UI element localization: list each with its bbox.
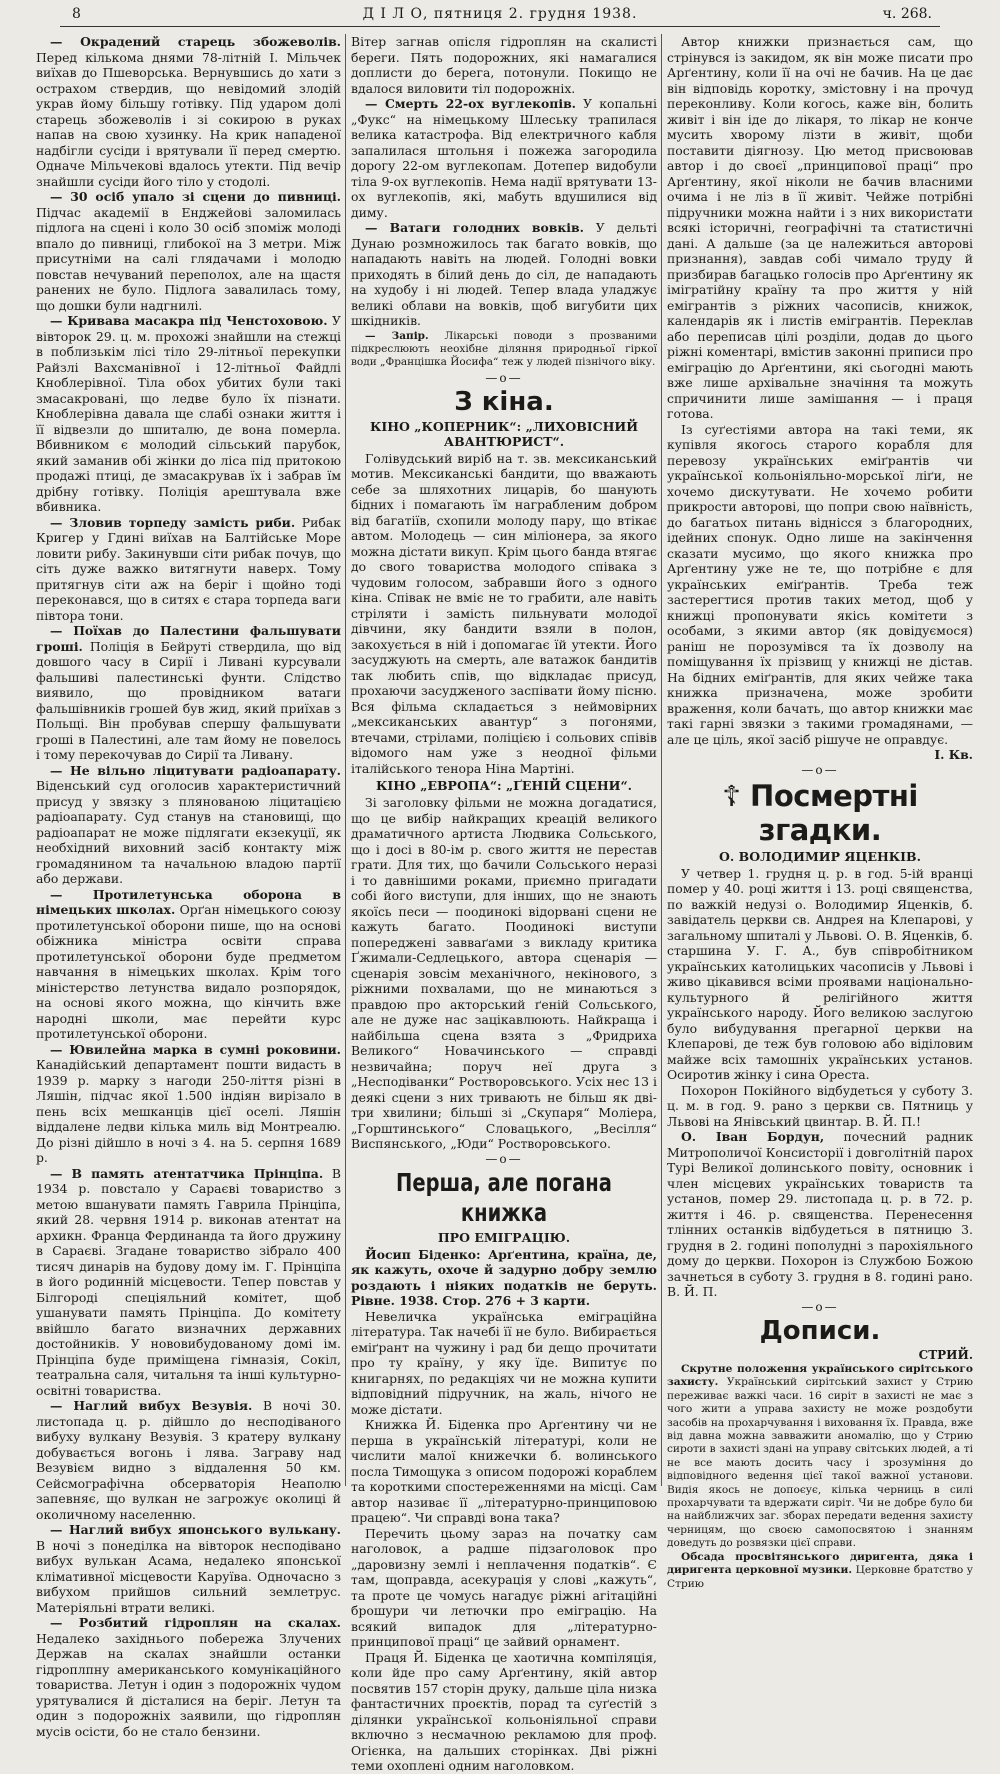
separator: —o— xyxy=(485,1151,523,1166)
column-3 xyxy=(667,34,973,1590)
book-review-title: Перша, але погана книжка xyxy=(396,1167,612,1227)
news-item: — Кривава масакра під Ченстоховою. У вівторок 29. ц. м. прохожі знайшли на стежці в поблизькім лісі тіло 29-літньої перекупки Райзлі Вахсманівної і 12-літньої Файдлі Кноблерівної. Тіла обох убитих були такі змасакровані, що ледве було їх пізнати. Кноблерівна давала ще слабі ознаки життя і її відвезли до шпиталю, де вона померла. Вбивником є молодий сільський парубок, який заманив обі жінки до ліса під притокою продажі птиці, де змасакрував їх і забрав їм дрібну готівку. Поліція арештувала вже вбивника. xyxy=(36,313,341,514)
obituary-funeral: Похорон Покійного відбудеться у суботу 3. ц. м. в год. 9. рано з церкви св. Пятниць у Львові на Янівський цвинтар. В. Й. П.! xyxy=(667,1082,973,1129)
book-review-paragraph: Праця Й. Біденка це хаотична компіляція, коли йде про саму Арґентину, якій автор посвятив 157 сторін друку, дальше ціла низка фантастичних проєктів, порад та суґестій з ділянки української кольоніяльної справи включно з несмачною рекламою для проф. Огієнка, на дальших сторінках. Дві ріжні теми охоплені одним наголовком. xyxy=(351,1649,657,1773)
column-rule xyxy=(661,34,662,1486)
book-citation: Йосип Біденко: Арґентина, країна, де, як кажуть, охоче й задурно добру землю роздають і ніяких податків не беруть. Рівне. 1938. Стор. 276 + 3 карти. xyxy=(351,1246,657,1308)
news-item: — Не вільно ліцитувати радіоапарату. Віденський суд оголосив характеристичний присуд у звязку з плянованою ліцитацією радіоапарату. Суд станув на становищі, що радіоапарат не може підлягати екзекуції, як необхідний виховний засіб контакту між громадянином та начальною владою партії або держави. xyxy=(36,762,341,886)
separator: —o— xyxy=(801,762,839,777)
column-rule xyxy=(345,34,346,1486)
book-review-paragraph: Автор книжки признається сам, що стрінувся із закидом, як він може писати про Арґентину, коли її на очі не бачив. На це дає він відповідь коротку, змістовну і на прочуд переконливу. Коли когось, каже він, болить живіт і він іде до лікаря, то лікар не конче мусить хворому лізти в живіт, щоби поставити діягнозу. Цю метод присвоював автор і до своєї „принципової праці“ про Арґентину, якої ніколи не бачив власними очима і не ліз в її живіт. Чейже потрібні підручники можна найти і з них використати всякі історичні, географічні та статистичні дані. А дальше (за це належиться авторові признання), завдав собі чимало труду й призбирав багацько голосів про Арґентину як імігратійну країну та про життя у ній емігрантів з ріжних часописів, книжок, календарів як і листів емігрантів. Переклав або переписав цілі розділи, додав до цього ріжні коментарі, вмістив законні приписи про еміграцію до Арґентини, які сьогодні мають вже лише архівальне значіння та можуть спричинити лише замішання — і праця готова. xyxy=(667,34,973,421)
news-item: — Поїхав до Палестини фальшувати гроші. Поліція в Бейруті ствердила, що від довшого часу в Сирії і Ливані курсували фальшиві палестинські фунти. Слідство виявило, що провідником ватаги фальшівників грошей був жид, який приїхав з Польщі. Він пробував спершу фальшувати гроші в Палестині, але там йому не повелось і тому перекочував до Сирії та Ливану. xyxy=(36,623,341,762)
obituary-text: У четвер 1. грудня ц. р. в год. 5-ій вранці помер у 40. році життя і 13. році священства, по важкій недузі о. Володимир Яценків, б. завідатель церкви св. Андрея на Клепарові, у загальному шпиталі у Львові. О. В. Яценків, б. старшина У. Г. А., був співробітником українських католицьких часописів у Львові і живо цікавився всіми проявами національно-культурного й релігійного життя українського народу. Його великою заслугою було вибудування прегарної церкви на Клепарові, де теж був головою або віділовим майже всіх тамошніх українських установ. Осиротив жінку і сина Ореста. xyxy=(667,865,973,1082)
news-item: — Розбитий гідроплян на скалах. Недалеко західнього побережа Злучених Держав на скалах знайшли останки гідроплпну американського комунікаційного товариства. Летун і один з подорожніх чудом урятувалися й дісталися на беріг. Летун та один з подорожніх заявили, що гідроплян мусів осісти, бо не стало бензини. xyxy=(36,1615,341,1739)
news-item: — Ювилейна марка в сумні роковини. Канадійський департамент пошти видасть в 1939 р. марку з нагоди 250-ліття різні в Ляшін, підчас якої 1.500 індіян вирізало в пень всіх мешканців цієї оселі. Ляшін віддалене ледви кілька миль від Монтреалю. До різні дійшло в ночі з 4. на 5. серпня 1689 р. xyxy=(36,1041,341,1165)
letter-text: Скрутне положення українського сирітського захисту. Український сирітський захист у Стрию переживає важкі часи. 16 сиріт в захисті не має з чого жити а управа захисту не може роздобути засобів на прохарчування і виховання їх. Правда, вже від давна можна завважити аномалію, що у Стрию сироти в захисті здані на управу світських людей, а ті не все мають досить часу і зрозуміння до відповідного ведення цієї такої важної установи. Видія якось не допоєує, кілька черниць в силі прохарчувати та вдержати сиріт. Чи не добре було би на найближчих заг. зборах передати ведення захисту черницям, що своєю самопосвятою і знанням доведуть до розвязки цієї справи. xyxy=(667,1363,973,1550)
book-review-paragraph: Перечить цьому зараз на початку сам наголовок, а радше підзаголовок про „даровизну землі і неплачення податків“. Є там, щоправда, асекурація у слові „кажуть“, та проте це чомусь нагадує ріжні агітаційні брошури чи летючки про еміграцію. На всякий випадок для „літературно-принципової праці“ це зайвий орнамент. xyxy=(351,1525,657,1649)
news-item: — 30 осіб упало зі сцени до пивниці. Підчас академії в Енджейові заломилась підлога на сцені і коло 30 осіб зпоміж молоді впало до пивниці, глибокої на 3 метри. Між присутніми на салі глядачами і молодю повстав нечуваний переполох, але на щастя ранених не було. Підлога завалилась тому, що дошки були надгнилі. xyxy=(36,189,341,313)
column-2 xyxy=(351,34,657,1773)
obituaries-title: ☦ Посмертні згадки. xyxy=(722,778,918,847)
cinema-review-1-text: Голівудський виріб на т. зв. мексиканський мотив. Мексиканські бандити, що вважають себе за шляхотних лицарів, бо шанують бідних і помагають їм награбленим добром від багатіїв, схопили молоду пару, що втікає автом. Молодець — син міліонера, за якого можна дістати викуп. Крім цього банда втягає до свого товариства молодого співака з чудовим голосом, забравши його з одного кіна. Співак не вміє не то грабити, але навіть стріляти і замість пильнувати молодої дівчини, яку бандити взяли в полон, закохується в ній і допомагає їй утекти. Його засуджують на смерть, але ватажок бандитів так любить спів, що відкладає присуд, прохаючи засудженого заспівати йому пісню. Вся фільма складається з неймовірних „мексиканських авантур“ з погонями, втечами, стрілами, поліцією і сольових співів відомого нам уже з неодної фільми італійського тенора Ніна Мартіні. xyxy=(351,450,657,776)
news-item: — Наглий вибух японського вулькану. В ночі з понеділка на вівторок несподівано вибух вулькан Асама, недалеко японської клімативної місцевости Каруїва. Одночасно з вибухом прийшов сильний землетрус. Матеріяльні втрати великі. xyxy=(36,1522,341,1615)
news-item: — В память атентатчика Прінціпа. В 1934 р. повстало у Сараєві товариство з метою вшанувати память Гаврила Прінціпа, який 28. червня 1914 р. виконав атентат на архикн. Франца Фердинанда та його дружину в Сараєві. Згадане товариство зібрало 400 тисяч динарів на будову дому ім. Г. Прінціпа в його родинній місцевости. Тепер повстав у Білгороді спеціяльний комітет, щоб ушанувати память Прінціпа. До комітету ввійшло багато визначних державних достойників. У нововибудованому домі ім. Прінціпа буде приміщена гімназія, Сокіл, театральна саля, читальня та інші культурно-освітні товариства. xyxy=(36,1165,341,1398)
news-item: — Протилетунська оборона в німецьких школах. Орґан німецького союзу протилетунської оборони пише, що на основі обіжника міністра освіти справа протилетунської оборони буде предметом навчання в німецьких школах. Крім того міністерство летунства видало розпорядок, на основі якого можна, що кінчить вже народні школи, має перейти курс протилетунської оборони. xyxy=(36,886,341,1041)
cinema-review-1-title: КІНО „КОПЕРНИК“: „ЛИХОВІСНИЙ АВАНТЮРИСТ“. xyxy=(369,418,639,449)
book-review-paragraph: Книжка Й. Біденка про Арґентину чи не перша в українській літературі, коли не числити малої книжечки б. волинського посла Тимощука з описом подорожі кораблем та короткими спостереженнями на місці. Сам автор називає її „літературно-принциповою працею“. Чи справді вона така? xyxy=(351,1417,657,1525)
cinema-review-2-text: Зі заголовку фільми не можна догадатися, що це вибір найкращих креацій великого драматичного артиста Людвика Сольського, що і досі в 80-ім р. свого життя не перестав грати. Для тих, що бачили Сольського неразі і то давнішими роками, приємно пригадати собі його виступи, для інших, що не знають якоїсь песи — поодинокі відорвані сцени не кажуть багато. Поодинокі виступи попереджені завваґами з викладу критика Ґжимали-Седлецького, автора сценарія — сценарія зовсім механічного, некінового, з ріжними похвалами, що не минаються з правдою про акторський ґеній Сольського, але не дуже нас зацікавлюють. Найкраща і найбільша сцена взята з „Фридриха Великого“ Новачинського — справді незвичайна; поруч неї друга з „Несподіванки“ Ростворовського. Усіх нес 13 і деякі сцени з них тривають не більш як дві-три хвилини; більші зі „Скупаря“ Моліера, „Горштинського“ Словацького, „Весілля“ Виспянського, „Юди“ Ростворовського. xyxy=(351,795,657,1151)
review-signature: І. Кв. xyxy=(934,747,973,762)
news-item: Вітер загнав опісля гідроплян на скалисті береги. Пять подорожних, які намагалися доплисти до берега, потонули. Покищо не вдалося виловити тіл подорожніх. xyxy=(351,34,657,96)
correction-note: — Запір. Лікарські поводи з прозваними підкреслюють неохібне діляння природньої гіркої води „Францішка Йосифа“ теж у людей пізнічого віку. xyxy=(351,329,657,368)
news-item: — Ватаги голодних вовків. У дельті Дунаю розмножилось так багато вовків, що нападають навіть на людей. Голодні вовки приходять в білий день до сіл, де нападають на худобу і ні людей. Тепер влада уладжує великі облави на вовків, щоб вигубити цих шкідників. xyxy=(351,220,657,328)
news-item: — Наглий вибух Везувія. В ночі 30. листопада ц. р. дійшло до несподіваного вибуху вулкану Везувія. З кратеру вулкану добувається вогонь і лява. Заграву над Везувієм видно з віддалення 50 км. Сейсмографічна обсерваторія Неаполю запевняє, що вулкан не загрожує околиці й околичному населенню. xyxy=(36,1398,342,1522)
obituary-text: О. Іван Бордун, почесний радник Митрополичої Консисторії і довголітній парох Турі Великої долинського повіту, основник і член місцевих українських товариств та установ, помер 29. листопада ц. р. в 72. р. життя і 46. р. священства. Перенесення тлінних останків відбудеться в пятницю 3. грудня в 2. годині пополудні з парохіяльного дому до церкви. Похорон із Службою Божою зачнеться в суботу 3. грудня в 8. годині рано. В. Й. П. xyxy=(667,1129,973,1299)
issue-number: ч. 268. xyxy=(882,6,932,22)
book-review-paragraph: Із суґестіями автора на такі теми, як купівля якогось старого корабля для перевозу українських еміґрантів чи української кольоніяльно-морської ліґи, не хочемо дискутувати. Не хочемо робити прикрости авторові, що попри свою наївність, до багатьох питань віднісся з благородних, ідейних спонук. Одно лише на закінчення сказати мусимо, що якого книжка про Арґентину уже не те, що потрібне є для українських еміґрантів. Треба теж застерегтися против таких метод, щоб у книжці пропонувати якісь комітети з особами, з якими автор (як довідуємося) раніш не порозумівся та їх дозволу на поміщування їх прізвищ у книжці не дістав. На бідних еміґрантів, для яких чейже така книжка призначена, може зробити враження, коли бачать, що автор книжки має такі гарні звязки з такими громадянами, — але це ціль, якої засіб рішуче не оправдує. xyxy=(667,421,973,747)
cinema-review-2-title: КІНО „ЕВРОПА“: „ҐЕНІЙ СЦЕНИ“. xyxy=(376,778,632,793)
letters-section-title: Дописи. xyxy=(759,1315,881,1346)
letter-text: Обсада просвітянського диригента, дяка і диригента церковної музики. Церковне братство у Стрию xyxy=(667,1550,973,1590)
page-number: 8 xyxy=(72,6,81,22)
letter-place: СТРИЙ. xyxy=(918,1347,973,1362)
book-review-subtitle: ПРО ЕМІГРАЦІЮ. xyxy=(437,1229,571,1245)
news-item: — Окрадений старець збожеволів. Перед кількома днями 78-літній І. Мільчек виїхав до Пшеворська. Вернувшись до хати з острахом ствердив, що невідомий злодій украв йому більшу готівку. Під ударом долі старець збожеволів і зі сокирою в руках напав на свою хузинку. На крик нападеної надбігли сусіди і врятували її перед смертю. Одначе Мільчекові вдалось утекти. Під вечір знайшли сусіди його тіло у стодолі. xyxy=(36,34,341,189)
cinema-section-title: З кіна. xyxy=(454,386,554,417)
separator: —o— xyxy=(485,370,523,385)
book-review-paragraph: Невеличка українська еміграційна література. Так начебі її не було. Вибирається еміґрант на чужину і рад би дещо прочитати про ту країну, у яку їде. Випитує по книгарнях, по редакціях чи не можна купити відповідний підручник, на жаль, нічого не може дістати. xyxy=(351,1308,657,1417)
masthead: Д І Л О, пятниця 2. грудня 1938. xyxy=(362,6,638,22)
page-header xyxy=(60,4,940,27)
separator: —o— xyxy=(801,1299,839,1314)
news-item: — Смерть 22-ох вуглекопів. У копальні „Фукс“ на німецькому Шлеську трапилася велика катастрофа. Від електричного кабля запалилася штольня і пожежа загородила дорогу 22-ом вуглекопам. Дотепер видобули тіла 9-ох вуглекопів. Нема надії врятувати 13-ох вуглекопів, які, мабуть вдушилися від диму. xyxy=(351,96,657,220)
column-1 xyxy=(36,34,342,1739)
news-item: — Зловив торпеду замість риби. Рибак Кригер у Гдині виїхав на Балтійське Море ловити рибу. Закинувши сіти рибак почув, що сіть дуже важко витягнути наверх. Тому притягнув сіти аж на беріг і щойно тоді переконався, що в ситях є стара торпеда ваги півтора тони. xyxy=(36,514,341,623)
obituary-name: О. ВОЛОДИМИР ЯЦЕНКІВ. xyxy=(719,848,921,864)
